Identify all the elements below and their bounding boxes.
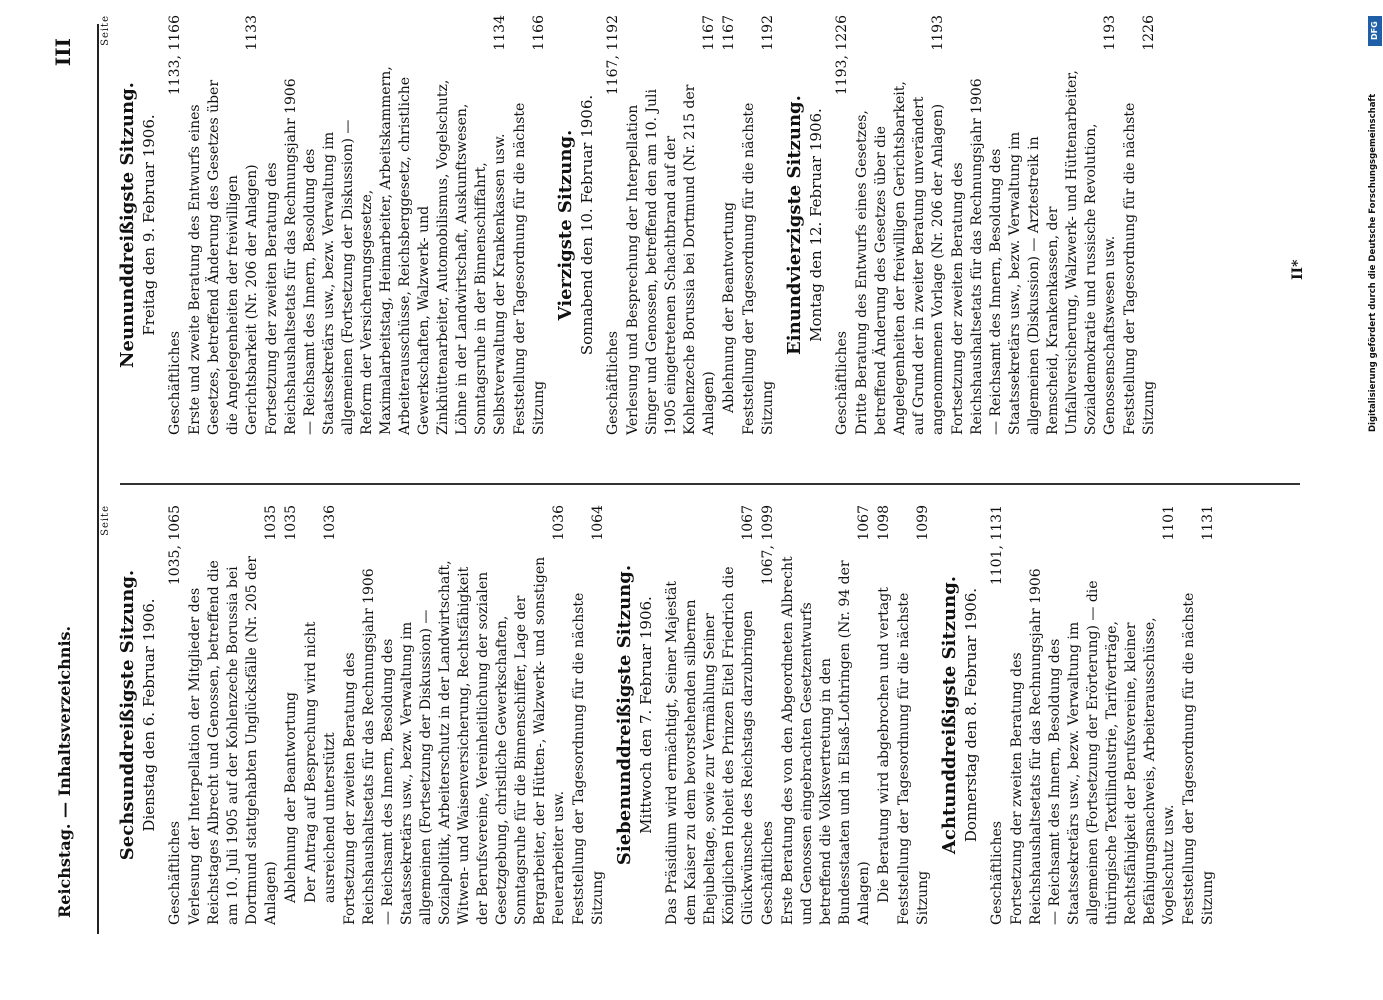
toc-entry bbox=[949, 15, 1120, 435]
entry-text: Die Beratung wird abgebrochen und vertagt bbox=[876, 587, 892, 903]
entry-page: 1193 bbox=[930, 15, 946, 51]
toc-entry bbox=[720, 15, 739, 435]
session-title: Siebenunddreißigste Sitzung. bbox=[614, 564, 635, 866]
session-date: Montag den 12. Februar 1906. bbox=[807, 108, 825, 342]
seite-label: Seite bbox=[100, 505, 111, 536]
session-date: Donnerstag den 8. Februar 1906. bbox=[962, 587, 980, 843]
entry-text: Fortsetzung der zweiten Beratung des Reichshaushaltsetats für das Rechnungsjahr 1906 — Reichsamt des Innern, Besoldung des Staatssekretärs usw., bezw. Verwaltung im allgemeinen (Diskussion) — Arztestreik in Remscheid, Krankenkassen, der Unfallversicherung, Walzwerk- und Hüttenarbeiter, Sozialdemokratie und russische Revolution, Genossenschaftswesen usw. bbox=[950, 70, 1118, 435]
toc-entry bbox=[166, 505, 185, 925]
entry-page: 1067 bbox=[740, 505, 756, 541]
left-column bbox=[100, 505, 1219, 925]
entry-page: 1166 bbox=[531, 15, 547, 51]
session-title: Achtunddreißigste Sitzung. bbox=[939, 575, 960, 855]
entry-text: Feststellung der Tagesordnung für die nächste Sitzung bbox=[571, 592, 606, 925]
entry-page: 1193 bbox=[1102, 15, 1118, 51]
header-title: Reichstag. — Inhaltsverzeichnis. bbox=[55, 625, 74, 918]
column-divider bbox=[120, 483, 1300, 485]
toc-entry bbox=[282, 505, 301, 925]
entry-text: Geschäftliches bbox=[605, 331, 621, 435]
toc-entry bbox=[779, 505, 874, 925]
dfg-logo: DFG bbox=[1368, 16, 1382, 46]
entry-text: Geschäftliches bbox=[167, 821, 183, 925]
session-title: Vierzigste Sitzung. bbox=[555, 129, 576, 321]
entry-text: Der Antrag auf Besprechung wird nicht ausreichend unterstützt bbox=[303, 621, 338, 903]
toc-entry bbox=[875, 505, 894, 925]
entry-text: Erste und zweite Beratung des Entwurfs eines Gesetzes, betreffend Änderung des Gesetzes über die Angelegenheiten der freiwilligen Gerichtsbarkeit (Nr. 206 der Anlagen) bbox=[187, 79, 260, 435]
toc-entry bbox=[302, 505, 340, 925]
entry-page: 1167, 1192 bbox=[605, 15, 621, 96]
toc-entry bbox=[511, 15, 549, 435]
digitization-sidebar bbox=[1368, 16, 1383, 436]
toc-entry bbox=[166, 15, 185, 435]
entry-text: Feststellung der Tagesordnung für die nächste Sitzung bbox=[1181, 592, 1216, 925]
entry-text: Geschäftliches bbox=[167, 331, 183, 435]
entry-page: 1167 bbox=[701, 15, 717, 51]
entry-text: Geschäftliches bbox=[989, 821, 1005, 925]
toc-entry bbox=[895, 505, 933, 925]
toc-entry bbox=[570, 505, 608, 925]
entry-page: 1193, 1226 bbox=[834, 15, 850, 96]
digitization-note: Digitalisierung gefördert durch die Deutsche Forschungsgemeinschaft bbox=[1368, 93, 1378, 432]
toc-entry bbox=[186, 15, 262, 435]
entry-page: 1035 bbox=[283, 505, 299, 541]
session-title: Sechsunddreißigste Sitzung. bbox=[117, 569, 138, 861]
entry-page: 1064 bbox=[590, 505, 606, 541]
entry-page: 1035 bbox=[263, 505, 279, 541]
session-date: Sonnabend den 10. Februar 1906. bbox=[578, 94, 596, 356]
entry-text: Ablehnung der Beantwortung bbox=[283, 692, 299, 903]
toc-entry bbox=[740, 15, 778, 435]
toc-entry bbox=[833, 15, 852, 435]
entry-page: 1067 bbox=[856, 505, 872, 541]
page-number-roman: III bbox=[51, 38, 75, 67]
entry-text: Fortsetzung der zweiten Beratung des Reichshaushaltsetats für das Rechnungsjahr 1906 — Reichsamt des Innern, Besoldung des Staatssekretärs usw., bezw. Verwaltung im allgemeinen (Fortsetzung der Diskussion) — Reform der Versicherungsgesetze, Maximalarbeitstag, Heimarbeiter, Arbeitskammern, Arbeiterausschüsse, Reichsberggesetz, christliche Gewerkschaften, Walzwerk- und Zinkhüttenarbeiter, Automobilismus, Vogelschutz, Löhne in der Landwirtschaft, Auskunftswesen, Sonntagsruhe in der Binnenschiffahrt, Selbstverwaltung der Krankenkassen usw. bbox=[264, 66, 508, 435]
entry-text: Das Präsidium wird ermächtigt, Seiner Majestät dem Kaiser zu dem bevorstehenden silbernen Ehejubeltage, sowie zur Vermählung Seiner Königlichen Hoheit des Prinzen Eitel Friedrich die Glückwünsche des Reichstags darzubringen bbox=[664, 566, 756, 925]
session-title: Neununddreißigste Sitzung. bbox=[117, 82, 138, 368]
toc-entry bbox=[341, 505, 569, 925]
entry-page: 1133 bbox=[244, 15, 260, 51]
entry-text: Feststellung der Tagesordnung für die nächste Sitzung bbox=[896, 592, 931, 925]
entry-page: 1131 bbox=[1200, 505, 1216, 541]
entry-text: Erste Beratung des von den Abgeordneten Albrecht und Genossen eingebrachten Gesetzentwurfs betreffend die Volksvertretung in den Bundesstaaten und in Elsaß-Lothringen (Nr. 94 der Anlagen) bbox=[780, 556, 872, 925]
entry-text: Feststellung der Tagesordnung für die nächste Sitzung bbox=[741, 102, 776, 435]
entry-text: Fortsetzung der zweiten Beratung des Reichshaushaltsetats für das Rechnungsjahr 1906 — Reichsamt des Innern, Besoldung des Staatssekretärs usw., bezw. Verwaltung im allgemeinen (Fortsetzung der Diskussion) — Sozialpolitik, Arbeiterschutz in der Landwirtschaft, Witwen- und Waisenversicherung, Rechtsfähigkeit der Berufsvereine, Vereinheitlichung der sozialen Gesetzgebung, christliche Gewerkschaften, Sonntagsruhe für die Binnenschiffer, Lage der Bergarbeiter, der Hütten-, Walzwerk- und sonstigen Feuerarbeiter usw. bbox=[342, 556, 567, 925]
right-column bbox=[100, 15, 1160, 435]
entry-page: 1101, 1131 bbox=[989, 505, 1005, 586]
entry-page: 1067, 1099 bbox=[760, 505, 776, 586]
toc-entry bbox=[186, 505, 281, 925]
entry-page: 1226 bbox=[1141, 15, 1157, 51]
toc-entry bbox=[1121, 15, 1159, 435]
entry-text: Verlesung der Interpellation der Mitglieder des Reichstages Albrecht und Genossen, betreffend die am 10. Juli 1905 auf der Kohlenzeche Borussia bei Dortmund stattgehabten Unglücksfälle (Nr. 205 der Anlagen) bbox=[187, 556, 279, 925]
entry-page: 1192 bbox=[760, 15, 776, 51]
header-rule bbox=[97, 24, 99, 934]
entry-text: Geschäftliches bbox=[834, 331, 850, 435]
entry-page: 1036 bbox=[551, 505, 567, 541]
entry-text: Ablehnung der Beantwortung bbox=[721, 202, 737, 413]
session-date: Mittwoch den 7. Februar 1906. bbox=[637, 596, 655, 834]
toc-entry bbox=[988, 505, 1007, 925]
session-date: Freitag den 9. Februar 1906. bbox=[140, 114, 158, 336]
toc-entry bbox=[624, 15, 719, 435]
entry-text: Dritte Beratung des Entwurfs eines Gesetzes, betreffend Änderung des Gesetzes über die Angelegenheiten der freiwilligen Gerichtsbarkeit, auf Grund der in zweiter Beratung unverändert angenommenen Vorlage (Nr. 206 der Anlagen) bbox=[854, 81, 946, 435]
toc-entry bbox=[263, 15, 510, 435]
page-header bbox=[51, 38, 85, 918]
entry-page: 1133, 1166 bbox=[167, 15, 183, 96]
session-title: Einundvierzigste Sitzung. bbox=[784, 95, 805, 355]
entry-page: 1134 bbox=[492, 15, 508, 51]
seite-label: Seite bbox=[100, 15, 111, 46]
entry-text: Geschäftliches bbox=[760, 821, 776, 925]
entry-page: 1035, 1065 bbox=[167, 505, 183, 586]
entry-page: 1098 bbox=[876, 505, 892, 541]
signature-mark: II* bbox=[1290, 259, 1306, 280]
toc-entry bbox=[604, 15, 623, 435]
toc-entry bbox=[759, 505, 778, 925]
entry-page: 1101 bbox=[1161, 505, 1177, 541]
entry-text: Feststellung der Tagesordnung für die nächste Sitzung bbox=[512, 102, 547, 435]
toc-entry bbox=[663, 505, 758, 925]
entry-page: 1036 bbox=[322, 505, 338, 541]
toc-entry bbox=[853, 15, 948, 435]
entry-text: Verlesung und Besprechung der Interpellation Singer und Genossen, betreffend den am 10. Juli 1905 eingetretenen Schachtbrand auf der Kohlenzeche Borussia bei Dortmund (Nr. 215 der Anlagen) bbox=[625, 84, 717, 435]
toc-entry bbox=[1008, 505, 1179, 925]
session-date: Dienstag den 6. Februar 1906. bbox=[140, 598, 158, 832]
entry-text: Feststellung der Tagesordnung für die nächste Sitzung bbox=[1122, 102, 1157, 435]
entry-page: 1167 bbox=[721, 15, 737, 51]
entry-page: 1099 bbox=[915, 505, 931, 541]
toc-entry bbox=[1180, 505, 1218, 925]
entry-text: Fortsetzung der zweiten Beratung des Reichshaushaltsetats für das Rechnungsjahr 1906 — Reichsamt des Innern, Besoldung des Staatssekretärs usw., bezw. Verwaltung im allgemeinen (Fortsetzung der Erörterung) — die thüringische Textilindustrie, Tarifverträge, Rechtsfähigkeit der Berufsvereine, kleiner Befähigungsnachweis, Arbeiterausschüsse, Vogelschutz usw. bbox=[1009, 568, 1177, 925]
